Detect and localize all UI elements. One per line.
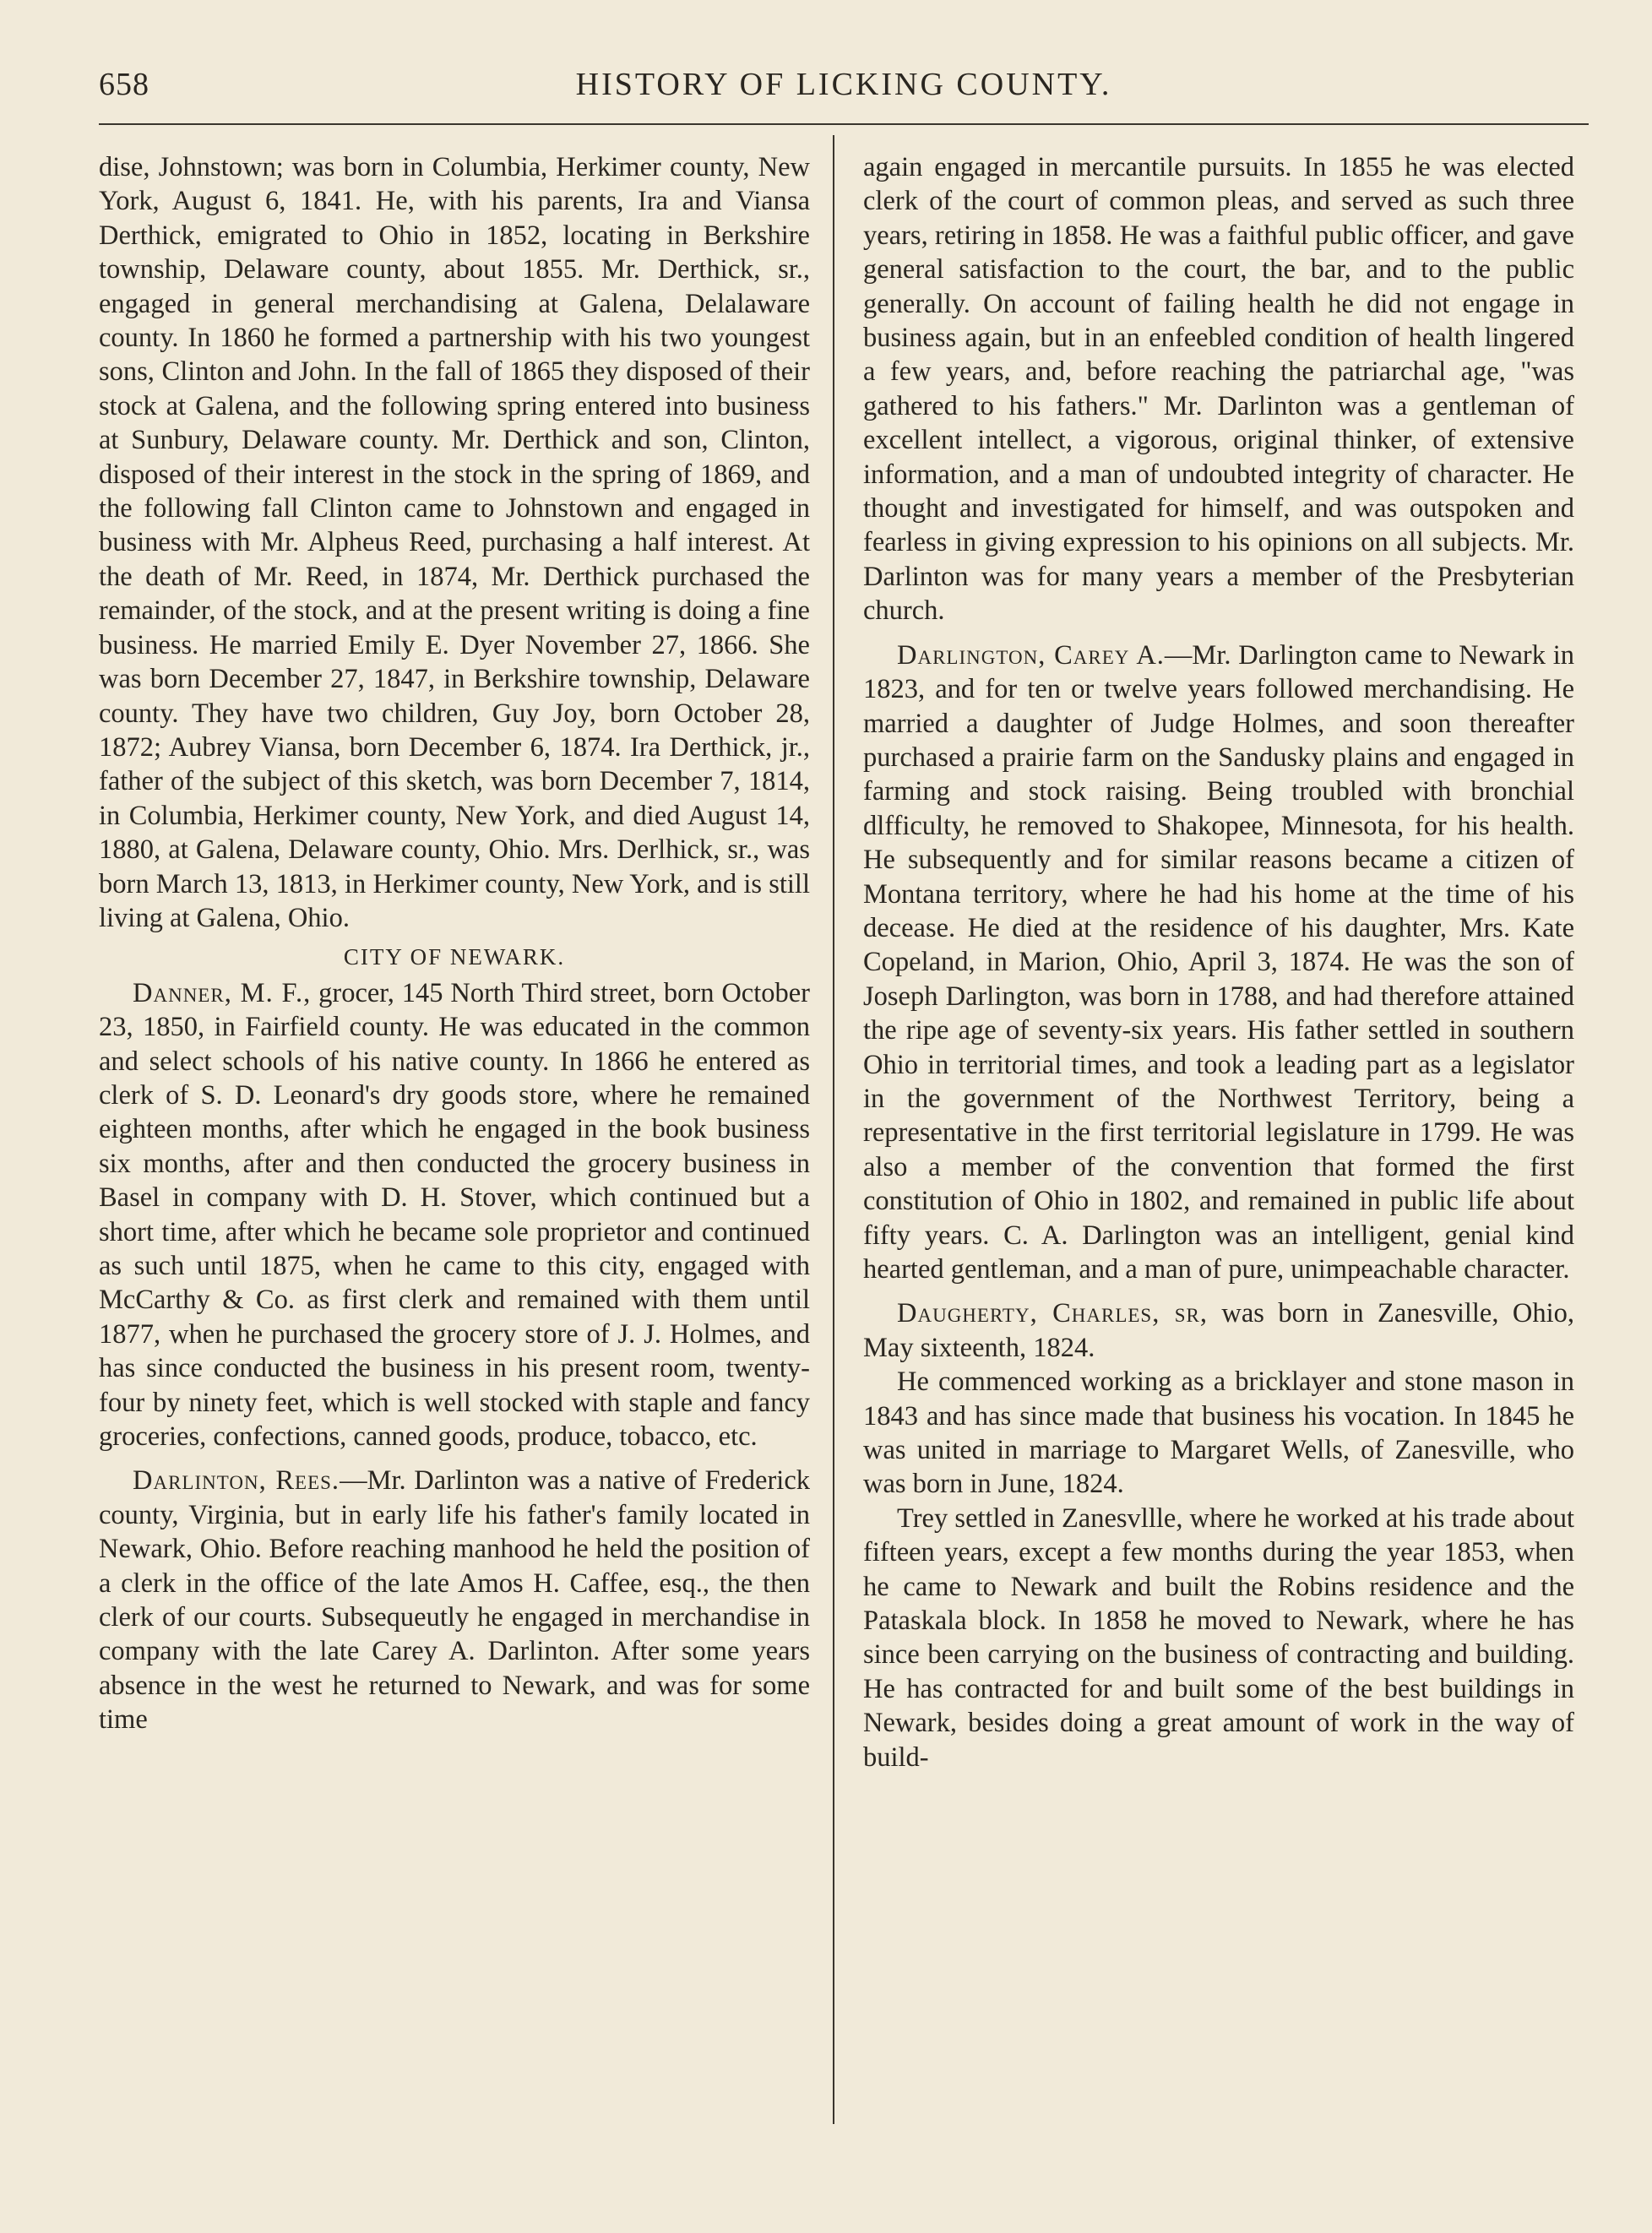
right-column — [863, 150, 1574, 1774]
book-title: HISTORY OF LICKING COUNTY. — [575, 67, 1112, 102]
darlinton-rees-name: Darlinton, Rees. — [133, 1465, 340, 1497]
daugherty-text: was born in Zanesville, Ohio, May sixteenth, 1824. — [863, 1298, 1575, 1363]
daugherty-paragraph-3: Trey settled in Zanesvllle, where he worked at his trade about fifteen years, except a few months during the year 1853, when he came to Newark and built the Robins residence and the Pataskala block. In 1858 he moved to Newark, where he has since been carrying on the business of contracting and building. He has contracted for and built some of the best buildings in Newark, besides doing a great amount of work in the way of build- — [863, 1502, 1574, 1773]
left-column — [99, 150, 810, 1737]
daugherty-name: Daugherty, Charles, sr, — [897, 1298, 1209, 1329]
danner-entry — [99, 976, 810, 1454]
header-rule — [99, 123, 1589, 125]
section-heading-city-of-newark: CITY OF NEWARK. — [343, 944, 566, 970]
daugherty-paragraph-2: He commenced working as a bricklayer and stone mason in 1843 and has since made that business his vocation. In 1845 he was united in marriage to Margaret Wells, of Zanesville, who was born in June, 1824. — [863, 1366, 1574, 1500]
derthick-continued-paragraph: dise, Johnstown; was born in Columbia, Herkimer county, New York, August 6, 1841. He, with his parents, Ira and Viansa Derthick, emigrated to Ohio in 1852, locating in Berkshire township, Delaware county, about 1855. Mr. Derthick, sr., engaged in general merchandising at Galena, Delalaware county. In 1860 he formed a partnership with his two youngest sons, Clinton and John. In the fall of 1865 they disposed of their stock at Galena, and the following spring entered into business at Sunbury, Delaware county. Mr. Derthick and son, Clinton, disposed of their interest in the stock in the spring of 1869, and the following fall Clinton came to Johnstown and engaged in business with Mr. Alpheus Reed, purchasing a half interest. At the death of Mr. Reed, in 1874, Mr. Derthick purchased the remainder, of the stock, and at the present writing is doing a fine business. He married Emily E. Dyer November 27, 1866. She was born December 27, 1847, in Berkshire township, Delaware county. They have two children, Guy Joy, born October 28, 1872; Aubrey Viansa, born December 6, 1874. Ira Derthick, jr., father of the subject of this sketch, was born December 7, 1814, in Columbia, Herkimer county, New York, and died August 14, 1880, at Galena, Delaware county, Ohio. Mrs. Derlhick, sr., was born March 13, 1813, in Herkimer county, New York, and is still living at Galena, Ohio. — [99, 152, 810, 933]
darlington-carey-name: Darlington, Carey A. — [897, 639, 1165, 671]
darlington-carey-text: —Mr. Darlington came to Newark in 1823, and for ten or twelve years followed merchandising. He married a daughter of Judge Holmes, and soon thereafter purchased a prairie farm on the Sandusky plains and engaged in farming and stock raising. Being troubled with bronchial dlfficulty, he removed to Shakopee, Minnesota, for his health. He subsequently and for similar reasons became a citizen of Montana territory, where he had his home at the time of his decease. He died at the residence of his daughter, Mrs. Kate Copeland, in Marion, Ohio, April 3, 1874. He was the son of Joseph Darlington, was born in 1788, and had therefore attained the ripe age of seventy-six years. His father settled in southern Ohio in territorial times, and took a leading part as a legislator in the government of the Northwest Territory, being a representative in the first territorial legislature in 1799. He was also a member of the convention that formed the first constitution of Ohio in 1802, and remained in public life about fifty years. C. A. Darlington was an intelligent, genial kind hearted gentleman, and a man of pure, unimpeachable character. — [863, 639, 1574, 1285]
danner-name: Danner, M. F., — [133, 977, 312, 1008]
running-head — [99, 66, 1589, 108]
darlinton-rees-continued-paragraph: again engaged in mercantile pursuits. In 1855 he was elected clerk of the court of common pleas, and served as such three years, retiring in 1858. He was a faithful public officer, and gave general satisfaction to the court, the bar, and to the public generally. On account of failing health he did not engage in business again, but in an enfeebled condition of health lingered a few years, and, before reaching the patriarchal age, "was gathered to his fathers." Mr. Darlinton was a gentleman of excellent intellect, a vigorous, original thinker, of extensive information, and a man of undoubted integrity of character. He thought and investigated for himself, and was outspoken and fearless in giving expression to his opinions on all subjects. Mr. Darlinton was for many years a member of the Presbyterian church. — [863, 152, 1574, 627]
danner-text: grocer, 145 North Third street, born October 23, 1850, in Fairfield county. He was educated in the common and select schools of his native county. In 1866 he entered as clerk of S. D. Leonard's dry goods store, where he remained eighteen months, after which he engaged in the book business six months, after and then conducted the grocery business in Basel in company with D. H. Stover, which continued but a short time, after which he became sole proprietor and continued as such until 1875, when he came to this city, engaged with McCarthy & Co. as first clerk and remained with them until 1877, when he purchased the grocery store of J. J. Holmes, and has since conducted the business in his present room, twenty-four by ninety feet, which is well stocked with staple and fancy groceries, confections, canned goods, produce, tobacco, etc. — [99, 977, 810, 1453]
page-number: 658 — [99, 67, 149, 102]
darlington-carey-entry — [863, 638, 1574, 1287]
darlinton-rees-entry — [99, 1464, 810, 1736]
daugherty-entry — [863, 1296, 1574, 1365]
column-divider — [833, 135, 834, 2124]
darlinton-rees-text: —Mr. Darlinton was a native of Frederick county, Virginia, but in early life his father's family located in Newark, Ohio. Before reaching manhood he held the position of a clerk in the office of the late Amos H. Caffee, esq., the then clerk of our courts. Subsequeutly he engaged in merchandise in company with the late Carey A. Darlinton. After some years absence in the west he returned to Newark, and was for some time — [99, 1465, 810, 1736]
